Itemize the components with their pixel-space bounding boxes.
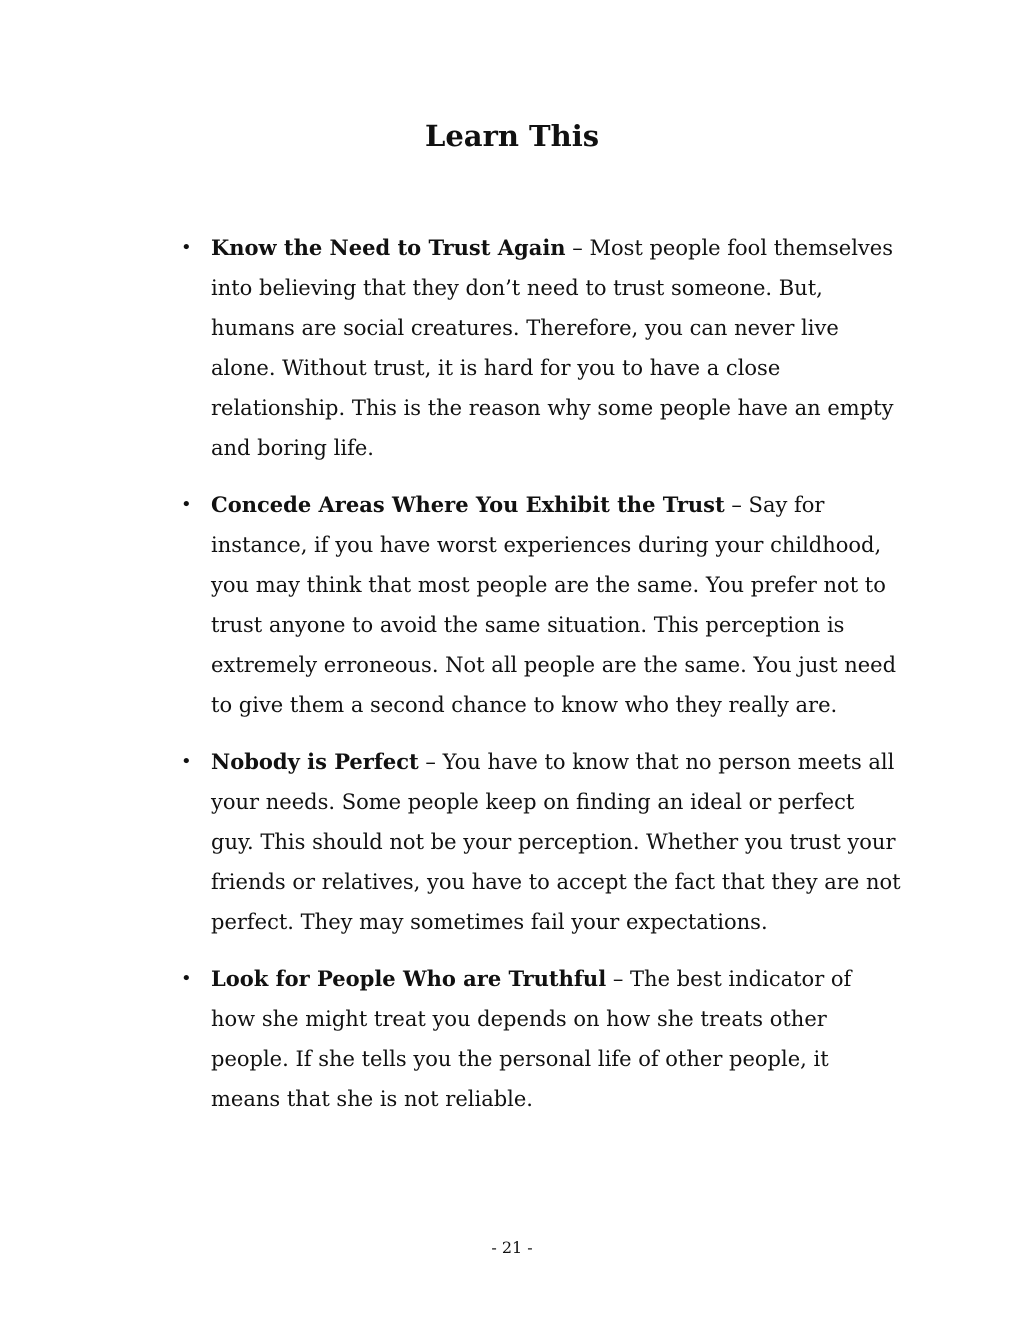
- item-heading: Nobody is Perfect: [211, 749, 419, 774]
- bullet-icon: •: [181, 237, 192, 258]
- tips-list: [181, 228, 901, 1136]
- bullet-icon: •: [181, 968, 192, 989]
- list-item: [181, 485, 901, 725]
- list-item: [181, 742, 901, 942]
- item-heading: Concede Areas Where You Exhibit the Trust: [211, 492, 725, 517]
- item-text: – Most people fool themselves into believing that they don’t need to trust someone. But, humans are social creatures. Therefore, you can never live alone. Without trust, it is hard for you to have a close relationship. This is the reason why some people have an empty and boring life.: [211, 236, 894, 460]
- item-text: – You have to know that no person meets all your needs. Some people keep on finding an ideal or perfect guy. This should not be your perception. Whether you trust your friends or relatives, you have to accept the fact that they are not perfect. They may sometimes fail your expectations.: [211, 750, 901, 934]
- item-text: – The best indicator of how she might treat you depends on how she treats other people. If she tells you the personal life of other people, it means that she is not reliable.: [211, 967, 852, 1111]
- list-item: [181, 959, 901, 1119]
- page-number: - 21 -: [491, 1238, 533, 1257]
- list-item: [181, 228, 901, 468]
- page-title: Learn This: [424, 119, 600, 153]
- item-heading: Look for People Who are Truthful: [211, 966, 607, 991]
- item-text: – Say for instance, if you have worst experiences during your childhood, you may think that most people are the same. You prefer not to trust anyone to avoid the same situation. This perception is extremely erroneous. Not all people are the same. You just need to give them a second chance to know who they really are.: [211, 493, 897, 717]
- item-heading: Know the Need to Trust Again: [211, 235, 566, 260]
- bullet-icon: •: [181, 751, 192, 772]
- bullet-icon: •: [181, 494, 192, 515]
